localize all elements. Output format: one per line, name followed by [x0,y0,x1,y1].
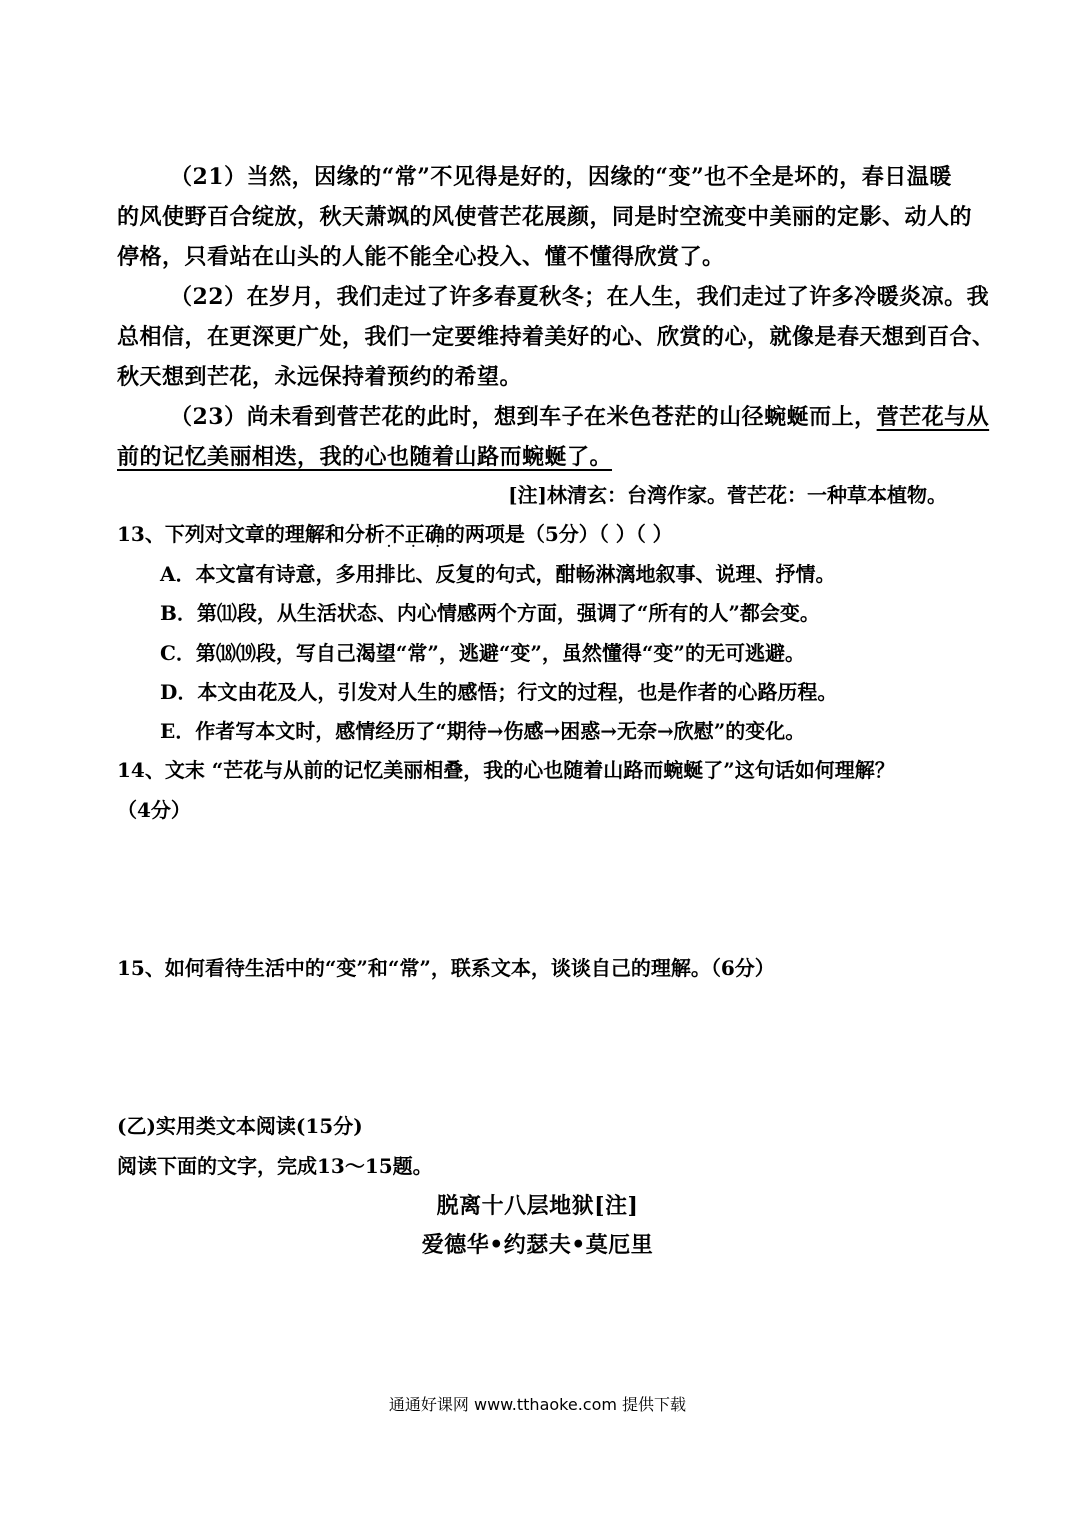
q14-line1: 14、文末 “芒花与从前的记忆美丽相叠，我的心也随着山路而蜿蜒了”这句话如何理解？ [117,758,895,782]
p21-line1: （21）当然，因缘的“常”不见得是好的，因缘的“变”也不全是坏的，春日温暖 [170,164,952,190]
author-note: [注]林清玄：台湾作家。菅芒花：一种草本植物。 [508,483,947,507]
q13-option-d: D．本文由花及人，引发对人生的感悟；行文的过程，也是作者的心路历程。 [160,680,838,704]
p22-line1: （22）在岁月，我们走过了许多春夏秋冬；在人生，我们走过了许多冷暖炎凉。我 [170,284,990,310]
p23-line1 [170,400,989,431]
article-author: 爱德华•约瑟夫•莫厄里 [421,1232,654,1258]
p23-line2-underlined: 前的记忆美丽相迭，我的心也随着山路而蜿蜒了。 [117,444,613,470]
section-b-instruction: 阅读下面的文字，完成13～15题。 [117,1154,433,1178]
p22-line2: 总相信，在更深更广处，我们一定要维持着美好的心、欣赏的心，就像是春天想到百合、 [117,324,995,350]
q13-stem [117,518,673,547]
q13-option-b: B．第⑾段，从生活状态、内心情感两个方面，强调了“所有的人”都会变。 [160,601,820,625]
q13-option-c: C．第⒅⒆段，写自己渴望“常”，逃避“变”，虽然懂得“变”的无可逃避。 [160,641,805,665]
q13-emphasis: 不正确 · · · [385,522,445,546]
p22-line3: 秋天想到芒花，永远保持着预约的希望。 [117,364,523,390]
p21-line3: 停格，只看站在山头的人能不能全心投入、懂不懂得欣赏了。 [117,244,725,270]
p21-line2: 的风使野百合绽放，秋天萧飒的风使菅芒花展颜，同是时空流变中美丽的定影、动人的 [117,204,973,230]
q14-line2: （4分） [117,798,191,822]
section-b-heading: (乙)实用类文本阅读(15分) [117,1114,363,1138]
q15-line1: 15、如何看待生活中的“变”和“常”，联系文本，谈谈自己的理解。（6分） [117,956,775,980]
footer-watermark: 通通好课网 www.tthaoke.com 提供下载 [388,1395,687,1414]
q13-prefix: 13、下列对文章的理解和分析 [117,522,385,546]
q13-option-a: A．本文富有诗意，多用排比、反复的句式，酣畅淋漓地叙事、说理、抒情。 [160,562,836,586]
p23-line1-underlined: 菅芒花与从 [876,404,990,430]
q13-suffix: 的两项是（5分）（ ）（ ） [444,522,673,546]
p23-line1-plain: （23）尚未看到菅芒花的此时，想到车子在米色苍茫的山径蜿蜒而上， [170,404,877,430]
article-title: 脱离十八层地狱[注] [436,1193,639,1219]
q13-option-e: E．作者写本文时，感情经历了“期待→伤感→困惑→无奈→欣慰”的变化。 [160,719,806,743]
